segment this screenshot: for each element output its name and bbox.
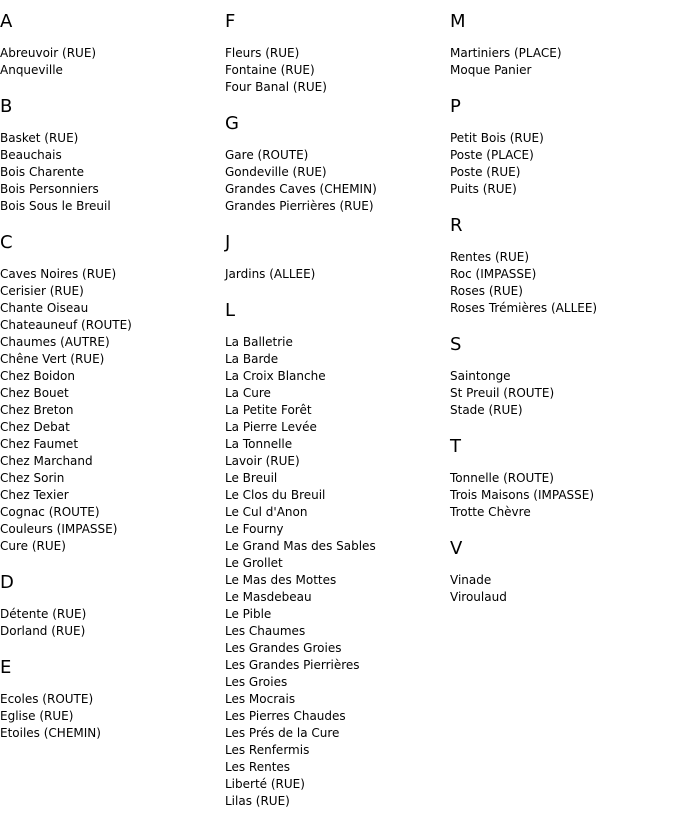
street-link[interactable]: Poste (RUE) bbox=[450, 165, 521, 179]
street-list bbox=[450, 470, 670, 521]
street-link[interactable]: Chêne Vert (RUE) bbox=[0, 352, 105, 366]
letter-group bbox=[0, 658, 220, 742]
street-link[interactable]: Vinade bbox=[450, 573, 492, 587]
street-link[interactable]: La Petite Forêt bbox=[225, 403, 312, 417]
street-link[interactable]: La Pierre Levée bbox=[225, 420, 317, 434]
street-link[interactable]: Couleurs (IMPASSE) bbox=[0, 522, 118, 536]
street-link[interactable]: Beauchais bbox=[0, 148, 62, 162]
street-link[interactable]: Puits (RUE) bbox=[450, 182, 517, 196]
street-list bbox=[0, 691, 220, 742]
street-link[interactable]: Le Cul d'Anon bbox=[225, 505, 308, 519]
street-link[interactable]: Caves Noires (RUE) bbox=[0, 267, 117, 281]
street-link[interactable]: Rentes (RUE) bbox=[450, 250, 530, 264]
street-link[interactable]: Gondeville (RUE) bbox=[225, 165, 327, 179]
street-link[interactable]: Roses (RUE) bbox=[450, 284, 523, 298]
street-link[interactable]: Cure (RUE) bbox=[0, 539, 66, 553]
letter-heading: D bbox=[0, 572, 14, 593]
street-link[interactable]: Chaumes (AUTRE) bbox=[0, 335, 110, 349]
street-link[interactable]: Tonnelle (ROUTE) bbox=[450, 471, 554, 485]
street-link[interactable]: Abreuvoir (RUE) bbox=[0, 46, 97, 60]
street-link[interactable]: Le Fourny bbox=[225, 522, 284, 536]
street-link[interactable]: Eglise (RUE) bbox=[0, 709, 74, 723]
street-link[interactable]: Roses Trémières (ALLEE) bbox=[450, 301, 598, 315]
street-link[interactable]: Le Grollet bbox=[225, 556, 283, 570]
letter-group bbox=[225, 114, 445, 215]
street-link[interactable]: Poste (PLACE) bbox=[450, 148, 534, 162]
letter-group bbox=[450, 437, 670, 521]
street-link[interactable]: Martiniers (PLACE) bbox=[450, 46, 562, 60]
street-link[interactable]: Les Groies bbox=[225, 675, 288, 689]
street-link[interactable]: Petit Bois (RUE) bbox=[450, 131, 544, 145]
street-link[interactable]: Stade (RUE) bbox=[450, 403, 523, 417]
street-link[interactable]: Lilas (RUE) bbox=[225, 794, 290, 808]
street-link[interactable]: Détente (RUE) bbox=[0, 607, 87, 621]
letter-group bbox=[450, 12, 670, 79]
letter-heading: C bbox=[0, 232, 13, 253]
letter-heading: T bbox=[450, 436, 461, 457]
street-list bbox=[225, 266, 445, 283]
street-link[interactable]: Cognac (ROUTE) bbox=[0, 505, 100, 519]
letter-heading: A bbox=[0, 11, 13, 32]
street-list bbox=[450, 130, 670, 198]
street-link[interactable]: La Croix Blanche bbox=[225, 369, 326, 383]
street-link[interactable]: Lavoir (RUE) bbox=[225, 454, 300, 468]
street-link[interactable]: Bois Sous le Breuil bbox=[0, 199, 111, 213]
letter-group bbox=[0, 12, 220, 79]
street-list bbox=[450, 572, 670, 606]
street-link[interactable]: Grandes Caves (CHEMIN) bbox=[225, 182, 377, 196]
letter-heading: S bbox=[450, 334, 462, 355]
letter-group bbox=[225, 233, 445, 283]
street-link[interactable]: Chante Oiseau bbox=[0, 301, 89, 315]
letter-heading: F bbox=[225, 11, 236, 32]
letter-heading: J bbox=[225, 232, 231, 253]
street-link[interactable]: Chez Breton bbox=[0, 403, 74, 417]
street-link[interactable]: Chez Marchand bbox=[0, 454, 93, 468]
street-link[interactable]: Les Grandes Groies bbox=[225, 641, 342, 655]
street-index-column-2 bbox=[225, 12, 445, 828]
street-link[interactable]: La Tonnelle bbox=[225, 437, 293, 451]
letter-heading: M bbox=[450, 11, 466, 32]
street-list bbox=[0, 45, 220, 79]
street-link[interactable]: Viroulaud bbox=[450, 590, 507, 604]
street-link[interactable]: Basket (RUE) bbox=[0, 131, 79, 145]
street-link[interactable]: Chez Boidon bbox=[0, 369, 75, 383]
street-link[interactable]: Le Breuil bbox=[225, 471, 278, 485]
letter-heading: V bbox=[450, 538, 463, 559]
letter-heading: P bbox=[450, 96, 461, 117]
street-link[interactable]: Chez Debat bbox=[0, 420, 70, 434]
street-list bbox=[225, 147, 445, 215]
street-index-column-1 bbox=[0, 12, 220, 760]
street-link[interactable]: Grandes Pierrières (RUE) bbox=[225, 199, 374, 213]
street-link[interactable]: Saintonge bbox=[450, 369, 511, 383]
street-link[interactable]: Bois Personniers bbox=[0, 182, 99, 196]
letter-heading: E bbox=[0, 657, 12, 678]
street-link[interactable]: Ecoles (ROUTE) bbox=[0, 692, 94, 706]
street-link[interactable]: Les Rentes bbox=[225, 760, 291, 774]
street-link[interactable]: Chez Sorin bbox=[0, 471, 65, 485]
street-link[interactable]: Chez Texier bbox=[0, 488, 69, 502]
letter-heading: R bbox=[450, 215, 463, 236]
letter-heading: B bbox=[0, 96, 13, 117]
street-link[interactable]: Four Banal (RUE) bbox=[225, 80, 327, 94]
street-link[interactable]: Les Renfermis bbox=[225, 743, 310, 757]
letter-group bbox=[450, 216, 670, 317]
street-link[interactable]: Le Mas des Mottes bbox=[225, 573, 337, 587]
street-link[interactable]: Dorland (RUE) bbox=[0, 624, 86, 638]
letter-group bbox=[0, 233, 220, 555]
street-link[interactable]: Les Mocrais bbox=[225, 692, 296, 706]
street-link[interactable]: Liberté (RUE) bbox=[225, 777, 305, 791]
letter-heading: G bbox=[225, 113, 239, 134]
street-link[interactable]: La Balletrie bbox=[225, 335, 293, 349]
street-link[interactable]: Les Chaumes bbox=[225, 624, 306, 638]
street-link[interactable]: St Preuil (ROUTE) bbox=[450, 386, 555, 400]
street-index-column-3 bbox=[450, 12, 670, 624]
street-link[interactable]: Chez Bouet bbox=[0, 386, 69, 400]
street-link[interactable]: Fleurs (RUE) bbox=[225, 46, 300, 60]
letter-group bbox=[225, 12, 445, 96]
street-link[interactable]: Chez Faumet bbox=[0, 437, 79, 451]
street-link[interactable]: Les Pierres Chaudes bbox=[225, 709, 346, 723]
street-link[interactable]: Chateauneuf (ROUTE) bbox=[0, 318, 132, 332]
street-link[interactable]: Anqueville bbox=[0, 63, 63, 77]
street-list bbox=[0, 130, 220, 215]
letter-group bbox=[225, 301, 445, 810]
street-link[interactable]: Les Grandes Pierrières bbox=[225, 658, 360, 672]
letter-group bbox=[0, 97, 220, 215]
street-link[interactable]: La Barde bbox=[225, 352, 279, 366]
street-list bbox=[450, 368, 670, 419]
street-link[interactable]: Le Grand Mas des Sables bbox=[225, 539, 376, 553]
street-link[interactable]: Cerisier (RUE) bbox=[0, 284, 84, 298]
street-link[interactable]: Le Clos du Breuil bbox=[225, 488, 326, 502]
street-list bbox=[225, 334, 445, 810]
street-list bbox=[0, 606, 220, 640]
street-link[interactable]: Le Masdebeau bbox=[225, 590, 312, 604]
street-list bbox=[450, 249, 670, 317]
letter-group bbox=[450, 97, 670, 198]
letter-group bbox=[450, 335, 670, 419]
street-link[interactable]: Trois Maisons (IMPASSE) bbox=[450, 488, 595, 502]
street-list bbox=[450, 45, 670, 79]
street-link[interactable]: Moque Panier bbox=[450, 63, 532, 77]
street-link[interactable]: Trotte Chèvre bbox=[450, 505, 531, 519]
street-list bbox=[225, 45, 445, 96]
street-link[interactable]: Bois Charente bbox=[0, 165, 85, 179]
street-list bbox=[0, 266, 220, 555]
street-link[interactable]: Jardins (ALLEE) bbox=[225, 267, 316, 281]
letter-group bbox=[450, 539, 670, 606]
letter-heading: L bbox=[225, 300, 236, 321]
street-link[interactable]: Etoiles (CHEMIN) bbox=[0, 726, 101, 740]
street-link[interactable]: Les Prés de la Cure bbox=[225, 726, 340, 740]
street-link[interactable]: Gare (ROUTE) bbox=[225, 148, 309, 162]
letter-group bbox=[0, 573, 220, 640]
street-link[interactable]: Le Pible bbox=[225, 607, 272, 621]
street-link[interactable]: Fontaine (RUE) bbox=[225, 63, 315, 77]
street-link[interactable]: La Cure bbox=[225, 386, 271, 400]
street-link[interactable]: Roc (IMPASSE) bbox=[450, 267, 537, 281]
